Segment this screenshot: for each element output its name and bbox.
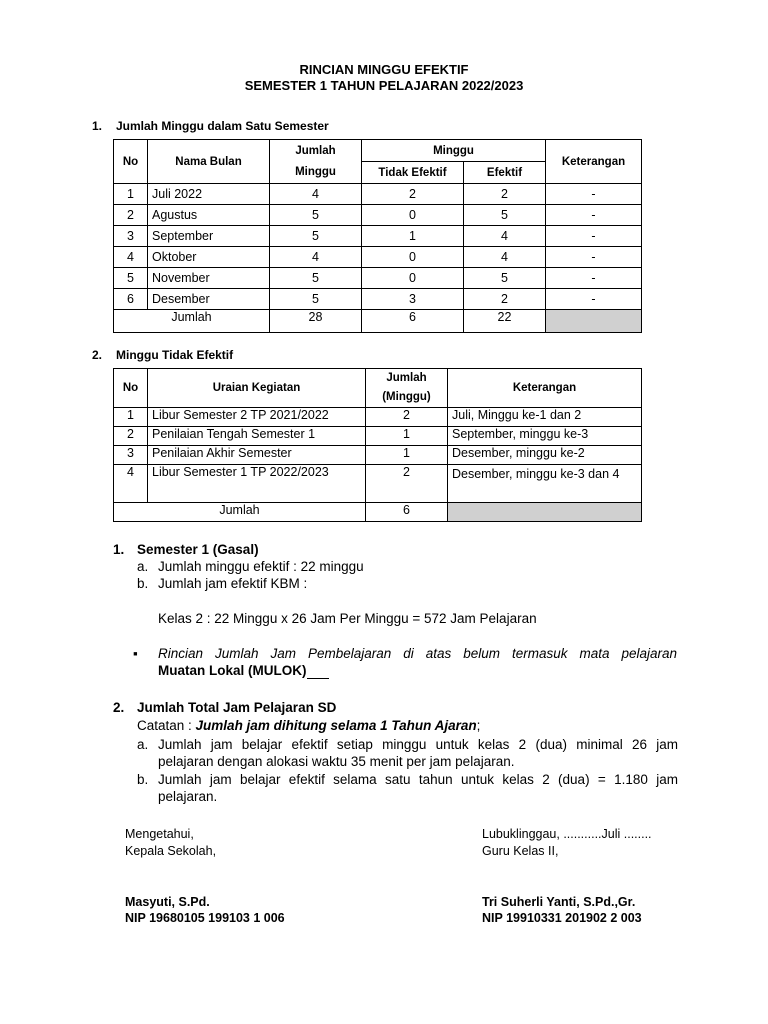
cell-jumlah: 5 — [270, 268, 362, 289]
document-title-line2: SEMESTER 1 TAHUN PELAJARAN 2022/2023 — [244, 78, 524, 93]
cell-total-tidak: 6 — [362, 310, 464, 333]
cell-jumlah: 2 — [366, 465, 448, 503]
th-minggu: Minggu — [362, 140, 546, 162]
cell-no: 2 — [114, 427, 148, 446]
cell-no: 3 — [114, 226, 148, 247]
table-row — [114, 205, 642, 226]
table-total-row — [114, 503, 642, 522]
table-row — [114, 465, 642, 503]
weeks-per-month-table — [113, 139, 642, 333]
cell-no: 1 — [114, 408, 148, 427]
cell-bulan: Oktober — [148, 247, 270, 268]
section1-heading — [92, 119, 329, 133]
cell-bulan: November — [148, 268, 270, 289]
th-keterangan: Keterangan — [546, 140, 642, 184]
table-row — [114, 184, 642, 205]
cell-jumlah: 1 — [366, 427, 448, 446]
cell-uraian: Penilaian Tengah Semester 1 — [148, 427, 366, 446]
table-row — [114, 247, 642, 268]
cell-ket: Desember, minggu ke-3 dan 4 — [448, 465, 642, 503]
cell-efektif: 4 — [464, 226, 546, 247]
table-total-row — [114, 310, 642, 333]
sig-left-line2: Kepala Sekolah, — [125, 844, 217, 858]
item-b-marker: b. — [137, 576, 149, 591]
cell-efektif: 2 — [464, 184, 546, 205]
item-a-text: Jumlah minggu efektif : 22 minggu — [158, 559, 364, 574]
mulok-text: Muatan Lokal (MULOK) — [158, 663, 307, 678]
item-b-line2: pelajaran. — [158, 789, 218, 804]
cell-ket: - — [546, 184, 642, 205]
sig-right-name: Tri Suherli Yanti, S.Pd.,Gr. — [482, 895, 636, 909]
cell-jumlah: 4 — [270, 247, 362, 268]
cell-bulan: Juli 2022 — [148, 184, 270, 205]
cell-no: 4 — [114, 465, 148, 503]
cell-efektif: 2 — [464, 289, 546, 310]
cell-ket: Desember, minggu ke-2 — [448, 446, 642, 465]
table-row — [114, 446, 642, 465]
sig-left-name: Masyuti, S.Pd. — [125, 895, 210, 909]
th-jumlah-line1: Jumlah — [295, 144, 336, 157]
cell-tidak: 0 — [362, 268, 464, 289]
non-effective-weeks-table — [113, 368, 642, 522]
cell-ket: Juli, Minggu ke-1 dan 2 — [448, 408, 642, 427]
cell-total-label: Jumlah — [114, 310, 270, 333]
cell-total-label: Jumlah — [114, 503, 366, 522]
cell-tidak: 0 — [362, 247, 464, 268]
cell-jumlah: 5 — [270, 226, 362, 247]
item-a-marker: a. — [137, 559, 149, 574]
cell-no: 4 — [114, 247, 148, 268]
summary1-number: 1. — [113, 542, 125, 557]
summary1-item-b — [137, 575, 307, 592]
section2-number: 2. — [92, 348, 103, 362]
cell-tidak: 1 — [362, 226, 464, 247]
cell-total-shaded — [546, 310, 642, 333]
summary2-item-a-marker: a. — [137, 737, 149, 752]
section1-title: Jumlah Minggu dalam Satu Semester — [116, 119, 329, 133]
cell-uraian: Libur Semester 1 TP 2022/2023 — [148, 465, 366, 503]
cell-tidak: 0 — [362, 205, 464, 226]
th-tidak-efektif: Tidak Efektif — [362, 162, 464, 184]
cell-no: 1 — [114, 184, 148, 205]
th-jumlah-minggu — [270, 140, 362, 184]
cell-jumlah: 5 — [270, 289, 362, 310]
th-no: No — [114, 140, 148, 184]
cell-jumlah: 2 — [366, 408, 448, 427]
th-nama-bulan: Nama Bulan — [148, 140, 270, 184]
th-keterangan: Keterangan — [448, 369, 642, 408]
summary1-note-emph — [158, 662, 329, 679]
summary2-heading — [113, 699, 336, 716]
summary1-note: Rincian Jumlah Jam Pembelajaran di atas belum termasuk mata pelajaran — [158, 646, 677, 661]
cell-efektif: 5 — [464, 205, 546, 226]
cell-ket: - — [546, 289, 642, 310]
cell-no: 3 — [114, 446, 148, 465]
cell-no: 6 — [114, 289, 148, 310]
summary2-catatan — [137, 717, 480, 734]
cell-total-shaded — [448, 503, 642, 522]
cell-uraian: Penilaian Akhir Semester — [148, 446, 366, 465]
signature-right-name-block — [482, 894, 642, 926]
table-row — [114, 289, 642, 310]
catatan-text: Jumlah jam dihitung selama 1 Tahun Ajaran — [195, 718, 477, 733]
table-row — [114, 268, 642, 289]
cell-jumlah: 5 — [270, 205, 362, 226]
cell-jumlah: 1 — [366, 446, 448, 465]
summary1-title: Semester 1 (Gasal) — [137, 542, 259, 557]
cell-bulan: September — [148, 226, 270, 247]
cell-efektif: 5 — [464, 268, 546, 289]
cell-uraian: Libur Semester 2 TP 2021/2022 — [148, 408, 366, 427]
cell-total-jumlah: 28 — [270, 310, 362, 333]
cell-jumlah: 4 — [270, 184, 362, 205]
th-jumlah-line2: (Minggu) — [382, 391, 431, 403]
sig-right-line2: Guru Kelas II, — [482, 844, 559, 858]
th-jumlah-minggu — [366, 369, 448, 408]
cell-ket: - — [546, 247, 642, 268]
summary1-bullet-icon: ▪ — [133, 646, 138, 661]
summary1-item-a — [137, 558, 364, 575]
cell-efektif: 4 — [464, 247, 546, 268]
summary1-heading — [113, 541, 259, 558]
cell-ket: - — [546, 268, 642, 289]
cell-ket: - — [546, 226, 642, 247]
item-a-line2: pelajaran dengan alokasi waktu 35 menit per jam pelajaran. — [158, 754, 515, 769]
table-row — [114, 226, 642, 247]
cell-bulan: Desember — [148, 289, 270, 310]
section2-heading — [92, 348, 233, 362]
document-title-line1 — [0, 62, 768, 77]
section1-number: 1. — [92, 119, 103, 133]
cell-ket: September, minggu ke-3 — [448, 427, 642, 446]
section2-title: Minggu Tidak Efektif — [116, 348, 234, 362]
summary2-item-a — [158, 736, 678, 770]
sig-right-nip: NIP 19910331 201902 2 003 — [482, 911, 642, 925]
cell-total-jumlah: 6 — [366, 503, 448, 522]
th-efektif: Efektif — [464, 162, 546, 184]
signature-right — [482, 826, 652, 860]
table-row — [114, 427, 642, 446]
sig-left-nip: NIP 19680105 199103 1 006 — [125, 911, 285, 925]
signature-left — [125, 826, 216, 860]
cell-bulan: Agustus — [148, 205, 270, 226]
catatan-label: Catatan : — [137, 718, 196, 733]
th-jumlah-line1: Jumlah — [386, 372, 427, 384]
table-row — [114, 408, 642, 427]
cell-no: 2 — [114, 205, 148, 226]
summary2-item-b — [158, 771, 678, 805]
th-no: No — [114, 369, 148, 408]
cell-tidak: 3 — [362, 289, 464, 310]
item-a-line1: Jumlah jam belajar efektif setiap minggu untuk kelas 2 (dua) minimal 26 jam — [158, 737, 678, 752]
cell-ket: - — [546, 205, 642, 226]
title-text-1: RINCIAN MINGGU EFEKTIF — [299, 62, 469, 77]
signature-left-name-block — [125, 894, 285, 926]
summary1-formula: Kelas 2 : 22 Minggu x 26 Jam Per Minggu = 572 Jam Pelajaran — [158, 611, 537, 626]
sig-right-line1: Lubuklinggau, ...........Juli ........ — [482, 827, 652, 841]
th-uraian: Uraian Kegiatan — [148, 369, 366, 408]
summary2-number: 2. — [113, 700, 125, 715]
catatan-end: ; — [476, 718, 481, 733]
mulok-underline — [307, 664, 329, 679]
sig-left-line1: Mengetahui, — [125, 827, 194, 841]
cell-tidak: 2 — [362, 184, 464, 205]
cell-total-efektif: 22 — [464, 310, 546, 333]
item-b-text: Jumlah jam efektif KBM : — [158, 576, 308, 591]
summary2-title: Jumlah Total Jam Pelajaran SD — [137, 700, 337, 715]
summary2-item-b-marker: b. — [137, 772, 149, 787]
item-b-line1: Jumlah jam belajar efektif selama satu tahun untuk kelas 2 (dua) = 1.180 jam — [158, 772, 678, 787]
th-jumlah-line2: Minggu — [295, 165, 336, 178]
cell-no: 5 — [114, 268, 148, 289]
